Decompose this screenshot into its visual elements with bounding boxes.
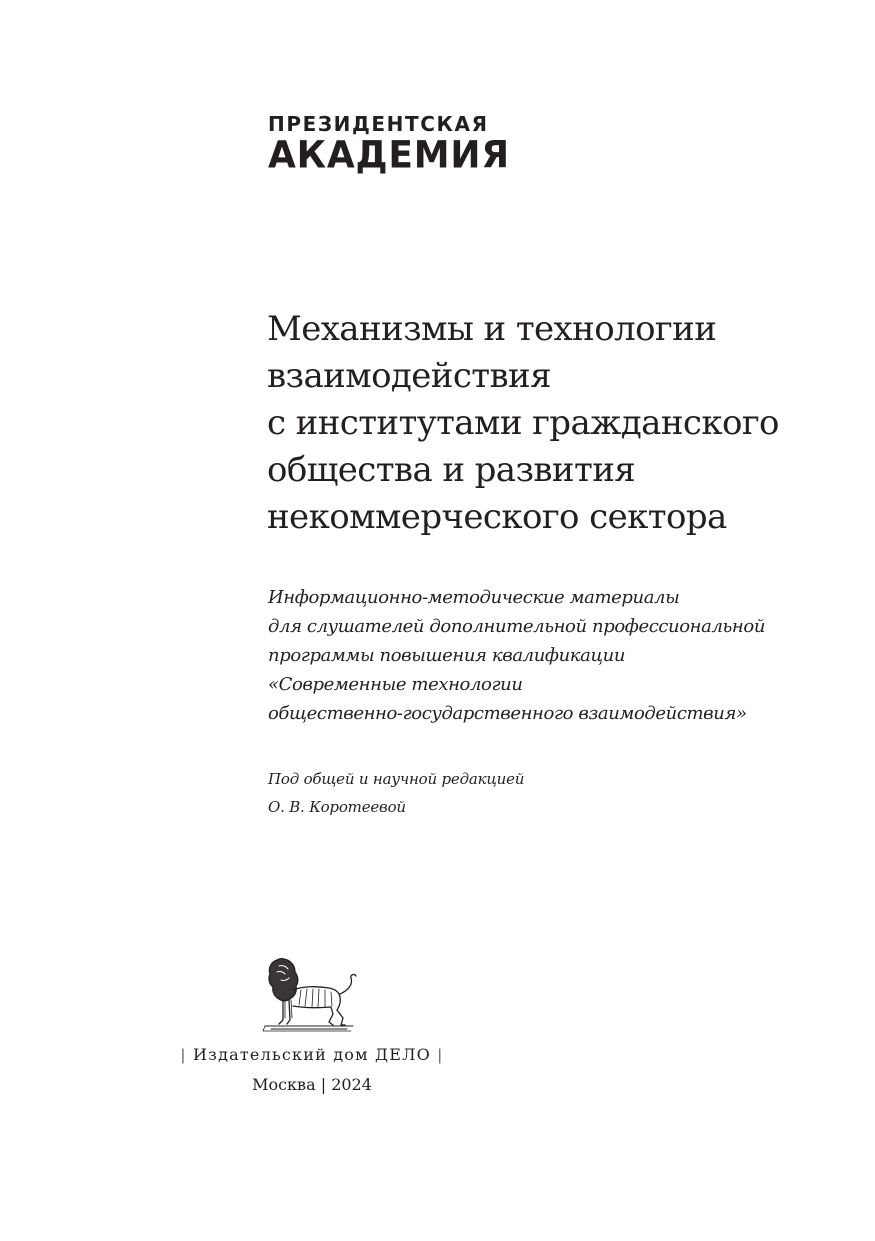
city-year (0, 1074, 624, 1096)
editor-credit-label: Под общей и научной редакцией (268, 770, 525, 788)
city-year-separator: | (320, 1075, 327, 1094)
publication-city: Москва (252, 1075, 316, 1094)
book-title: Механизмы и технологии взаимодействия с институтами гражданского общества и развития некоммерческого сектора (267, 309, 779, 537)
publisher-name-line (0, 1044, 624, 1066)
editor-credit (268, 765, 768, 821)
book-subtitle: Информационно-методические материалы для слушателей дополнительной профессиональной программы повышения квалификации «Современные технологии общественно-государственного взаимодействия» (268, 587, 766, 724)
lion-icon (257, 950, 367, 1036)
publisher-block (0, 950, 624, 1096)
academy-logo-line1: ПРЕЗИДЕНТСКАЯ (268, 112, 489, 136)
publication-year: 2024 (331, 1075, 372, 1094)
editor-name: О. В. Коротеевой (268, 798, 406, 816)
publisher-name: Издательский дом ДЕЛО (192, 1045, 431, 1064)
publisher-bar-left: | (180, 1046, 187, 1064)
academy-logo-line2: АКАДЕМИЯ (268, 133, 510, 177)
academy-logo (268, 112, 510, 177)
publisher-bar-right: | (437, 1046, 444, 1064)
